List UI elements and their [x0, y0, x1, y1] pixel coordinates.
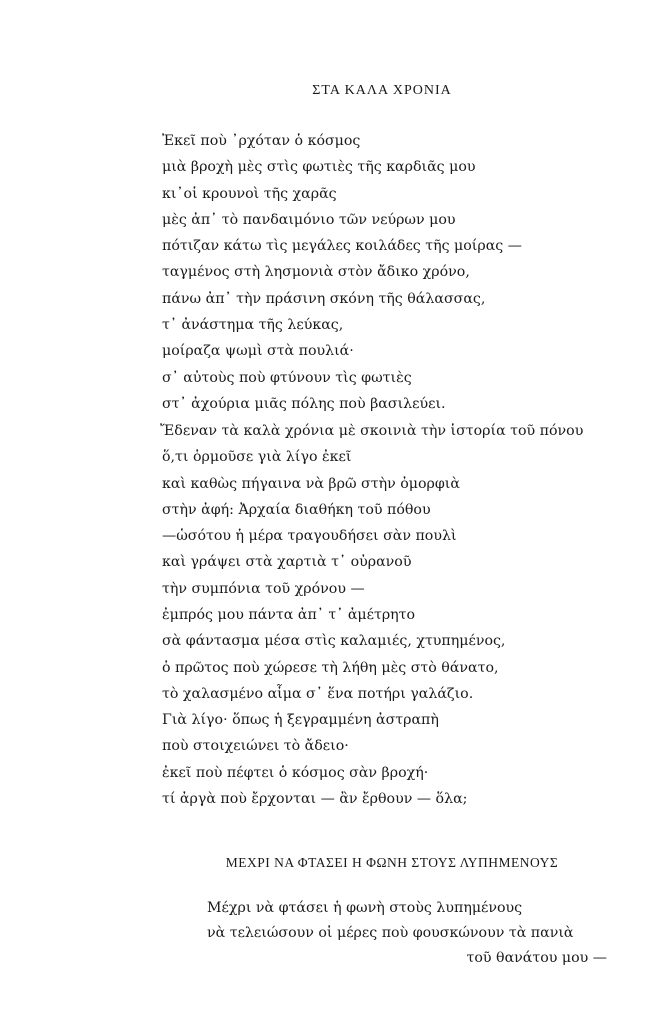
- poem-line: τί ἀργὰ ποὺ ἔρχονται — ἂν ἔρθουν — ὅλα;: [162, 790, 468, 807]
- poem-line: τοῦ θανάτου μου —: [466, 950, 607, 966]
- poem-line: πότιζαν κάτω τὶς μεγάλες κοιλάδες τῆς μοίρας —: [162, 238, 522, 255]
- poem-line: τὸ χαλασμένο αἷμα σ᾽ ἕνα ποτήρι γαλάζιο.: [162, 685, 474, 702]
- poem-line: στὴν ἀφή: Ἀρχαία διαθήκη τοῦ πόθου: [162, 501, 431, 518]
- poem-line: σ᾽ αὐτοὺς ποὺ φτύνουν τὶς φωτιὲς: [162, 369, 412, 386]
- poem-line: ἐμπρός μου πάντα ἀπ᾽ τ᾽ ἀμέτρητο: [162, 607, 416, 624]
- poem-line: ὁ πρῶτος ποὺ χώρεσε τὴ λήθη μὲς στὸ θάνατο,: [162, 659, 499, 676]
- stanza-3: [162, 707, 467, 812]
- poem-line: καὶ γράψει στὰ χαρτιὰ τ᾽ οὐρανοῦ: [162, 554, 412, 571]
- poem-title: ΣΤΑ ΚΑΛΑ ΧΡΟΝΙΑ: [312, 83, 452, 98]
- poem-line: νὰ τελειώσουν οἱ μέρες ποὺ φουσκώνουν τὰ πανιὰ: [207, 925, 574, 941]
- poem-line: —ὡσότου ἡ μέρα τραγουδήσει σὰν πουλὶ: [162, 528, 457, 545]
- poem-line: ἐκεῖ ποὺ πέφτει ὁ κόσμος σὰν βροχή·: [162, 764, 429, 781]
- poem-line: τὴν συμπόνια τοῦ χρόνου —: [162, 580, 365, 597]
- poem-title-2: ΜΕΧΡΙ ΝΑ ΦΤΑΣΕΙ Η ΦΩΝΗ ΣΤΟΥΣ ΛΥΠΗΜΕΝΟΥΣ: [225, 855, 559, 870]
- poem-line: στ᾽ ἀχούρια μιᾶς πόλης ποὺ βασιλεύει.: [162, 395, 446, 412]
- poem-line: ποὺ στοιχειώνει τὸ ἄδειο·: [162, 738, 349, 755]
- stanza-4: [207, 896, 607, 971]
- stanza-2: [162, 418, 583, 707]
- poem-line: τ᾽ ἀνάστημα τῆς λεύκας,: [162, 317, 344, 334]
- poem-line: μιὰ βροχὴ μὲς στὶς φωτιὲς τῆς καρδιᾶς μου: [162, 159, 476, 176]
- poem-line: Ἐκεῖ ποὺ ᾽ρχόταν ὁ κόσμος: [162, 133, 361, 149]
- poem-line: σὰ φάντασμα μέσα στὶς καλαμιές, χτυπημένος,: [162, 633, 506, 650]
- poem-line: μὲς ἀπ᾽ τὸ πανδαιμόνιο τῶν νεύρων μου: [162, 211, 456, 228]
- stanza-1: [162, 128, 522, 417]
- poem-line: ταγμένος στὴ λησμονιὰ στὸν ἄδικο χρόνο,: [162, 264, 470, 281]
- poem-line: ὅ,τι ὁρμοῦσε γιὰ λίγο ἐκεῖ: [162, 449, 352, 466]
- poem-line: Ἔδεναν τὰ καλὰ χρόνια μὲ σκοινιὰ τὴν ἱστορία τοῦ πόνου: [160, 423, 584, 439]
- poem-line: μοίραζα ψωμὶ στὰ πουλιά·: [162, 343, 354, 360]
- poem-line: πάνω ἀπ᾽ τὴν πράσινη σκόνη τῆς θάλασσας,: [162, 290, 486, 307]
- poem-line: Γιὰ λίγο· ὅπως ἡ ξεγραμμένη ἀστραπὴ: [162, 712, 439, 728]
- poem-line: Μέχρι νὰ φτάσει ἡ φωνὴ στοὺς λυπημένους: [207, 900, 523, 916]
- poem-line: κι᾽οἱ κρουνοὶ τῆς χαρᾶς: [162, 185, 337, 202]
- poem-line: καὶ καθὼς πήγαινα νὰ βρῶ στὴν ὀμορφιὰ: [162, 475, 460, 492]
